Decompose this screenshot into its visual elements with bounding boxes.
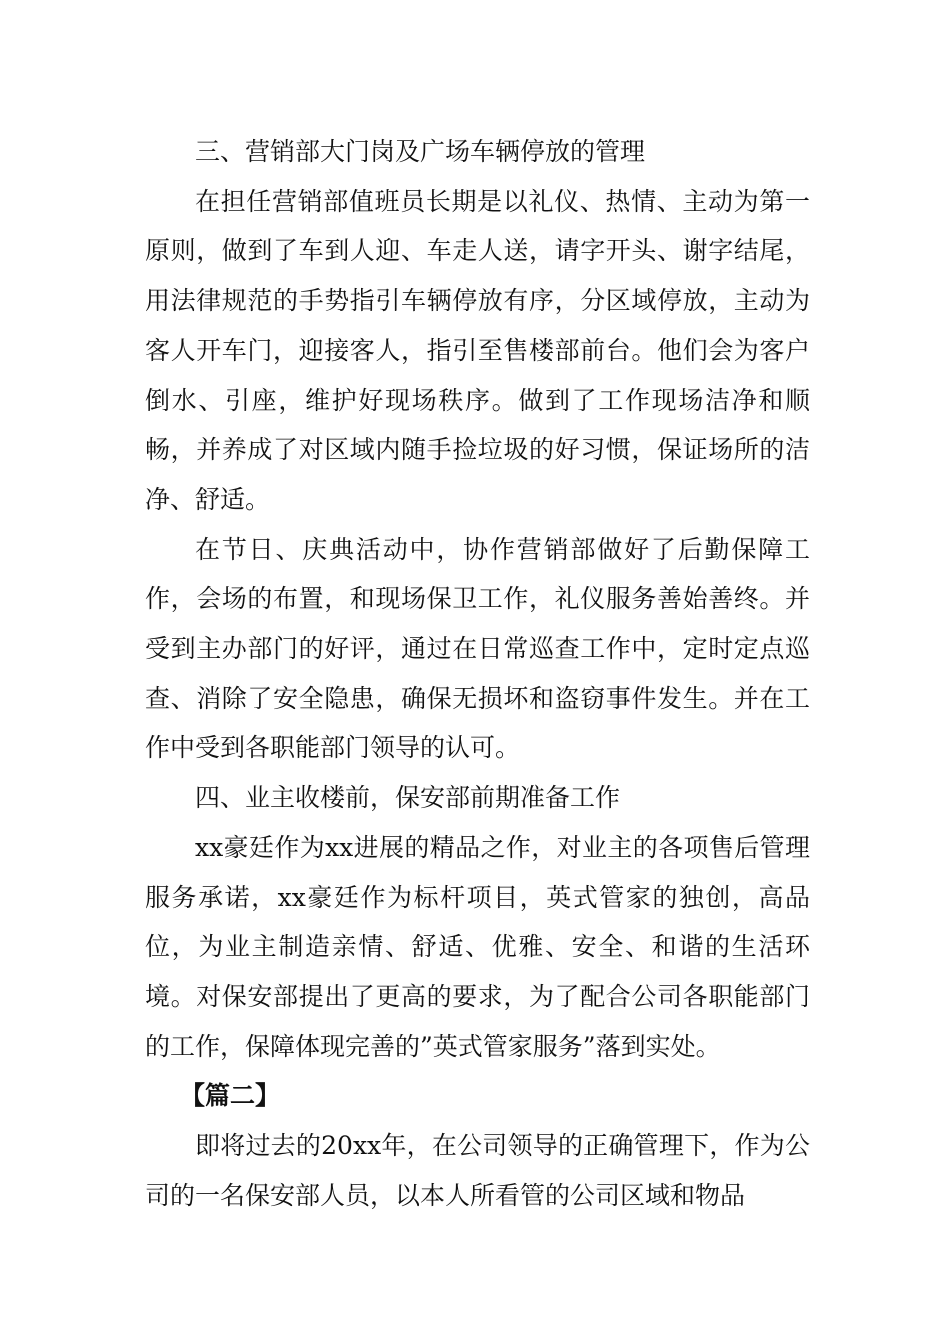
- body-paragraph: 在担任营销部值班员长期是以礼仪、热情、主动为第一原则，做到了车到人迎、车走人送，请字开头、谢字结尾，用法律规范的手势指引车辆停放有序，分区域停放，主动为客人开车门，迎接客人，指引至售楼部前台。他们会为客户倒水、引座，维护好现场秩序。做到了工作现场洁净和顺畅，并养成了对区域内随手捡垃圾的好习惯，保证场所的洁净、舒适。: [145, 186, 810, 514]
- body-paragraph: xx豪廷作为xx进展的精品之作，对业主的各项售后管理服务承诺，xx豪廷作为标杆项目，英式管家的独创，高品位，为业主制造亲情、舒适、优雅、安全、和谐的生活环境。对保安部提出了更高的要求，为了配合公司各职能部门的工作，保障体现完善的”英式管家服务”落到实处。: [145, 832, 810, 1061]
- body-paragraph: 即将过去的20xx年，在公司领导的正确管理下，作为公司的一名保安部人员，以本人所看管的公司区域和物品: [145, 1131, 810, 1210]
- part-title: 【篇二】: [180, 1081, 281, 1111]
- document-body: [145, 127, 810, 1220]
- body-paragraph: 在节日、庆典活动中，协作营销部做好了后勤保障工作，会场的布置，和现场保卫工作，礼仪服务善始善终。并受到主办部门的好评，通过在日常巡查工作中，定时定点巡查、消除了安全隐患，确保无损坏和盗窃事件发生。并在工作中受到各职能部门领导的认可。: [145, 534, 810, 763]
- section-heading-3: 三、营销部大门岗及广场车辆停放的管理: [195, 137, 646, 166]
- section-heading-4: 四、业主收楼前，保安部前期准备工作: [195, 783, 621, 813]
